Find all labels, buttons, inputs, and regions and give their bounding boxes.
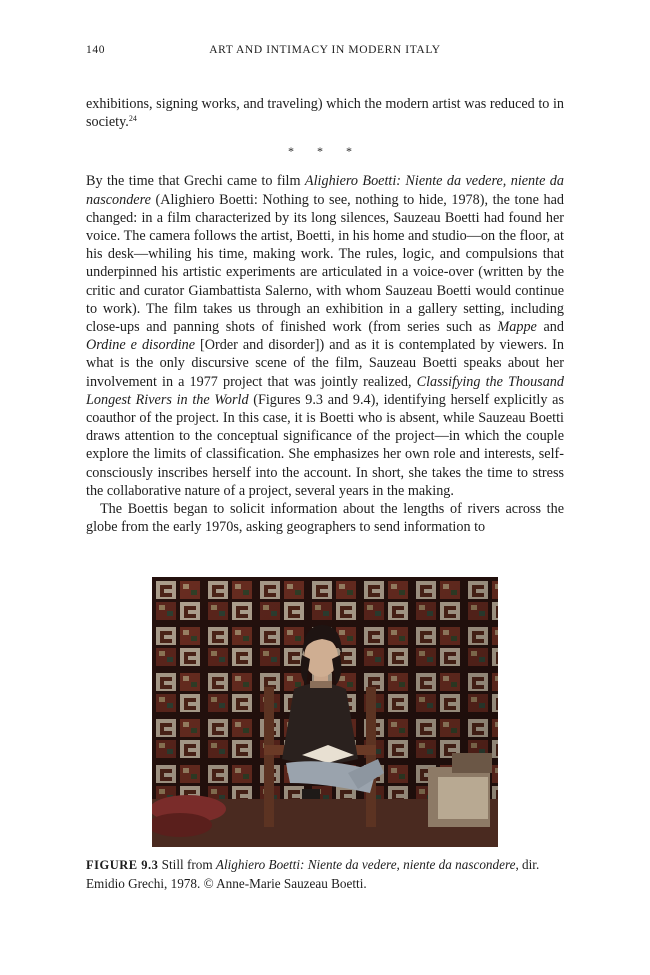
paragraph-1-text: exhibitions, signing works, and traveling) which the modern artist was reduced to in society.: [86, 96, 564, 131]
section-break: * * *: [288, 144, 362, 159]
paragraph-2-text: [Order and disorder]) and as it is contemplated by viewers. In what is the only discursive scene of the film, Sauzeau Boetti speaks about her involvement in a 1977 project that was jointly realized,: [86, 337, 564, 390]
paragraph-2-text: (Alighiero Boetti: Nothing to see, nothing to hide, 1978), the tone had changed: in a film characterized by its long silences, Sauzeau Boetti had found her voice. The camera follows the artist, Boetti, in his home and studio—on the floor, at his desk—whiling his time, making work. The rules, logic, and compulsions that underpinned his artistic experiments are articulated in a voice-over (written by the critic and curator Giambattista Salerno, with whom Sauzeau Boetti would continue to work). The film takes us through an exhibition in a gallery setting, including close-ups and panning shots of finished work (from series such as: [86, 191, 564, 336]
paragraph-2-text: (Figures 9.3 and 9.4), identifying herself explicitly as coauthor of the project. In this case, it is Boetti who is absent, while Sauzeau Boetti draws attention to the conceptual significance of the project—in which the couple explore the limits of classification. She emphasizes her own role and interests, self-consciously inscribes herself into the account. In short, she takes the time to stress the collaborative nature of a project, several years in the making.: [86, 391, 564, 499]
paragraph-2: [86, 172, 564, 500]
figure-caption: [86, 856, 564, 892]
film-title: Alighiero Boetti: Niente da vedere, niente da nascondere: [86, 173, 564, 208]
footnote-ref[interactable]: 24: [128, 114, 137, 124]
paragraph-1: [86, 95, 564, 131]
paragraph-2-text: By the time that Grechi came to film: [86, 173, 305, 190]
body-text: [86, 95, 564, 536]
running-head: [86, 44, 564, 64]
caption-film-title: Alighiero Boetti: Niente da vedere, niente da nascondere: [215, 857, 516, 872]
figure-label: FIGURE 9.3: [86, 858, 159, 872]
paragraph-2-text: and: [536, 319, 564, 336]
running-title: ART AND INTIMACY IN MODERN ITALY: [209, 44, 441, 56]
caption-text: , dir. Emidio Grechi, 1978. © Anne-Marie Sauzeau Boetti.: [86, 857, 540, 891]
film-still-illustration: [152, 577, 498, 847]
page-number: 140: [86, 44, 106, 56]
series-title-mappe: Mappe: [497, 319, 537, 336]
project-title: Classifying the Thousand Longest Rivers in the World: [86, 373, 564, 408]
paragraph-3: The Boettis began to solicit information about the lengths of rivers across the globe from the early 1970s, asking geographers to send information to: [86, 501, 564, 536]
caption-text: Still from: [158, 857, 216, 872]
figure-image: [152, 577, 498, 847]
series-title-ordine: Ordine e disordine: [86, 337, 196, 354]
